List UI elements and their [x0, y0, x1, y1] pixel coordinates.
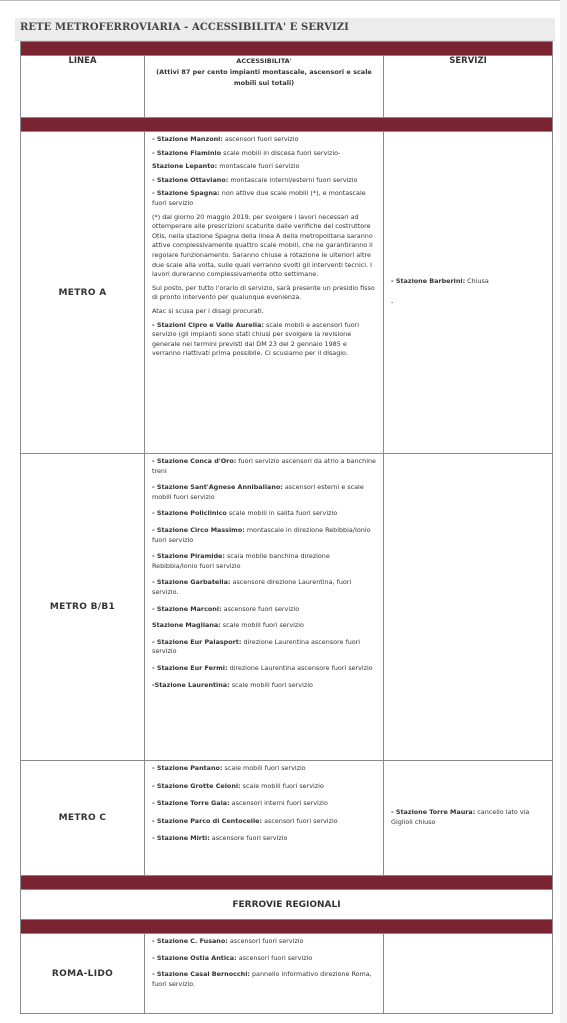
list-item — [152, 189, 377, 208]
station-status: montascale interni/esterni fuori servizio — [228, 175, 358, 184]
roma-lido-items — [152, 937, 377, 989]
services-entry — [391, 808, 546, 827]
metro-b-services — [384, 454, 553, 761]
station-status: ascensori fuori servizio — [227, 937, 304, 945]
services-entry — [391, 277, 546, 287]
metro-c-items — [152, 764, 377, 844]
services-station: - Stazione Torre Maura: — [391, 808, 476, 817]
station-status: scale mobili in salita fuori servizio — [226, 509, 338, 518]
page-edge — [560, 0, 567, 1023]
station-name: - Stazione Spagna: — [152, 189, 220, 198]
station-name: - Stazione C. Fusano: — [152, 937, 228, 945]
list-item — [152, 552, 377, 571]
list-item — [152, 321, 377, 359]
station-name: - Stazioni Cipro e Valle Aurelia: — [152, 320, 264, 329]
accessibility-table — [20, 41, 553, 1014]
row-metro-a — [21, 132, 553, 454]
station-status: ascensori fuori servizio — [222, 135, 299, 143]
col-header-accessibilita — [145, 56, 384, 118]
metro-a-items — [152, 135, 377, 359]
list-item — [152, 457, 377, 476]
top-rule — [0, 0, 567, 1]
station-name: - Stazione Grotte Celoni: — [152, 781, 241, 790]
station-status: scala mobile banchina direzione Rebibbia/Ionio fuori servizio — [152, 552, 330, 570]
station-name: Stazione Lepanto: — [152, 162, 218, 171]
station-status: ascensore fuori servizio — [221, 604, 300, 613]
band-row — [21, 42, 553, 56]
list-item — [152, 483, 377, 502]
list-item — [152, 509, 377, 519]
station-status: Sul posto, per tutto l'orario di servizio, sarà presente un presidio fisso di pronto intervento per qualunque evenienza. — [152, 283, 375, 302]
metro-b-accessibility — [145, 454, 384, 761]
station-status: ascensori interni fuori servizio — [229, 799, 328, 808]
line-label-metro-c: METRO C — [21, 761, 145, 876]
band-row — [21, 118, 553, 132]
station-status: scale mobili fuori servizio — [222, 764, 306, 772]
station-status: direzione Laurentina ascensore fuori servizio — [152, 637, 361, 656]
list-item — [152, 162, 377, 172]
metro-a-accessibility — [145, 132, 384, 454]
list-item — [152, 307, 377, 317]
list-item — [152, 621, 377, 631]
column-headers — [21, 56, 553, 118]
list-item — [152, 149, 377, 159]
station-name: - Stazione Eur Palasport: — [152, 637, 242, 646]
row-roma-lido — [21, 934, 553, 1014]
list-item — [152, 681, 377, 691]
station-status: Atac si scusa per i disagi procurati. — [152, 306, 264, 315]
line-label-metro-a: METRO A — [21, 132, 145, 454]
page-title: RETE METROFERROVIARIA - ACCESSIBILITA' E SERVIZI — [20, 22, 349, 33]
station-name: - Stazione Parco di Centocelle: — [152, 816, 263, 825]
row-metro-c — [21, 761, 553, 876]
station-name: -Stazione Laurentina: — [152, 680, 230, 689]
station-name: - Stazione Casal Bernocchi: — [152, 970, 250, 979]
col-header-linea: LINEA — [21, 56, 145, 118]
list-item — [152, 284, 377, 303]
station-status: ascensore fuori servizio — [209, 834, 288, 843]
list-item — [152, 937, 377, 947]
line-label-roma-lido: ROMA-LIDO — [21, 934, 145, 1014]
station-status: scale mobili fuori servizio — [240, 781, 324, 790]
station-status: ascensori fuori servizio — [236, 953, 313, 962]
station-status: scale mobili fuori servizio — [220, 621, 304, 630]
station-name: - Stazione Ottaviano: — [152, 175, 229, 184]
station-name: - Stazione Sant'Agnese Annibaliano: — [152, 483, 283, 492]
station-status: non attive due scale mobili (*), e montascale fuori servizio — [152, 189, 366, 207]
station-status: (*) dal giorno 20 maggio 2019, per svolgere i lavori necessari ad ottemperare alle prescrizioni scaturite dalle verifiche del costruttore Otis, nella stazione Spagna della linea A della metropolitana saranno attive complessivamente quattro scale mobili, che ne garantiranno il regolare funzionamento. Saranno chiuse a rotazione le ulteriori altre due scale alla volta, sulle quali verranno svolti gli interventi tecnici. I lavori dureranno complessivamente otto settimane. — [152, 212, 373, 279]
list-item — [152, 764, 377, 774]
services-text: Chiusa — [465, 277, 489, 286]
station-status: ascensori esterni e scale mobili fuori servizio — [152, 483, 364, 501]
section-header — [15, 18, 555, 41]
metro-a-services — [384, 132, 553, 454]
list-item — [152, 605, 377, 615]
list-item — [152, 213, 377, 280]
station-status: scale mobili fuori servizio — [229, 680, 313, 689]
list-item — [152, 176, 377, 186]
roma-lido-services — [384, 934, 553, 1014]
station-name: - Stazione Conca d'Oro: — [152, 457, 237, 465]
ferrovie-title: FERROVIE REGIONALI — [21, 890, 553, 920]
station-name: Stazione Magliana: — [152, 621, 221, 630]
band-row — [21, 876, 553, 890]
station-name: - Stazione Garbatella: — [152, 578, 231, 587]
station-status: scale mobili in discesa fuori servizio- — [221, 148, 341, 157]
services-text: cancello lato via Giglioli chiuso — [391, 808, 530, 826]
station-name: - Stazione Marconi: — [152, 604, 222, 613]
station-status: direzione Laurentina ascensore fuori servizio — [227, 663, 373, 672]
metro-c-accessibility — [145, 761, 384, 876]
station-name: - Stazione Ostia Antica: — [152, 953, 237, 962]
list-item — [152, 834, 377, 844]
station-status: ascensori fuori servizio — [262, 816, 338, 825]
station-name: - Stazione Manzoni: — [152, 135, 223, 143]
services-station: - Stazione Barberini: — [391, 277, 466, 286]
metro-b-items — [152, 457, 377, 690]
col-header-servizi: SERVIZI — [384, 56, 553, 118]
station-status: montascale in direzione Rebibbia/Ionio fuori servizio — [152, 525, 371, 544]
list-item — [152, 954, 377, 964]
station-status: scale mobili e ascensori fuori servizio (gli impianti sono stati chiusi per svolgere la revisione generale nei termini previsti dal DM 23 del 2 gennaio 1985 e verranno riattivati prima possibile. Ci scusiamo per il disagio. — [152, 320, 360, 358]
station-name: - Stazione Eur Fermi: — [152, 663, 228, 672]
list-item — [152, 799, 377, 809]
station-status: fuori servizio ascensori da atrio a banchine treni — [152, 457, 376, 475]
station-status: ascensore direzione Laurentina, fuori servizio. — [152, 578, 352, 596]
list-item — [152, 817, 377, 827]
accessibilita-note: (Attivi 87 per cento impianti montascale, ascensori e scale mobili sui totali) — [156, 68, 372, 87]
services-mark: - — [391, 298, 394, 306]
list-item — [152, 970, 377, 989]
list-item — [152, 638, 377, 657]
station-name: - Stazione Circo Massimo: — [152, 525, 245, 534]
metro-c-services — [384, 761, 553, 876]
station-status: pannello informativo direzione Roma, fuori servizio. — [152, 970, 372, 988]
row-metro-b — [21, 454, 553, 761]
station-name: - Stazione Pantano: — [152, 764, 223, 772]
band-row — [21, 920, 553, 934]
station-name: - Stazione Flaminio — [152, 148, 222, 157]
station-name: - Stazione Piramide: — [152, 552, 225, 561]
station-name: - Stazione Policlinico — [152, 509, 227, 518]
line-label-metro-b: METRO B/B1 — [21, 454, 145, 761]
list-item — [152, 135, 377, 145]
list-item — [152, 664, 377, 674]
station-name: - Stazione Mirti: — [152, 834, 210, 843]
list-item — [152, 782, 377, 792]
roma-lido-accessibility — [145, 934, 384, 1014]
accessibilita-title: ACCESSIBILITA' — [236, 57, 292, 65]
row-ferrovie — [21, 890, 553, 920]
list-item — [152, 526, 377, 545]
list-item — [152, 578, 377, 597]
station-name: - Stazione Torre Gaia: — [152, 799, 230, 808]
station-status: montascale fuori servizio — [217, 162, 300, 171]
